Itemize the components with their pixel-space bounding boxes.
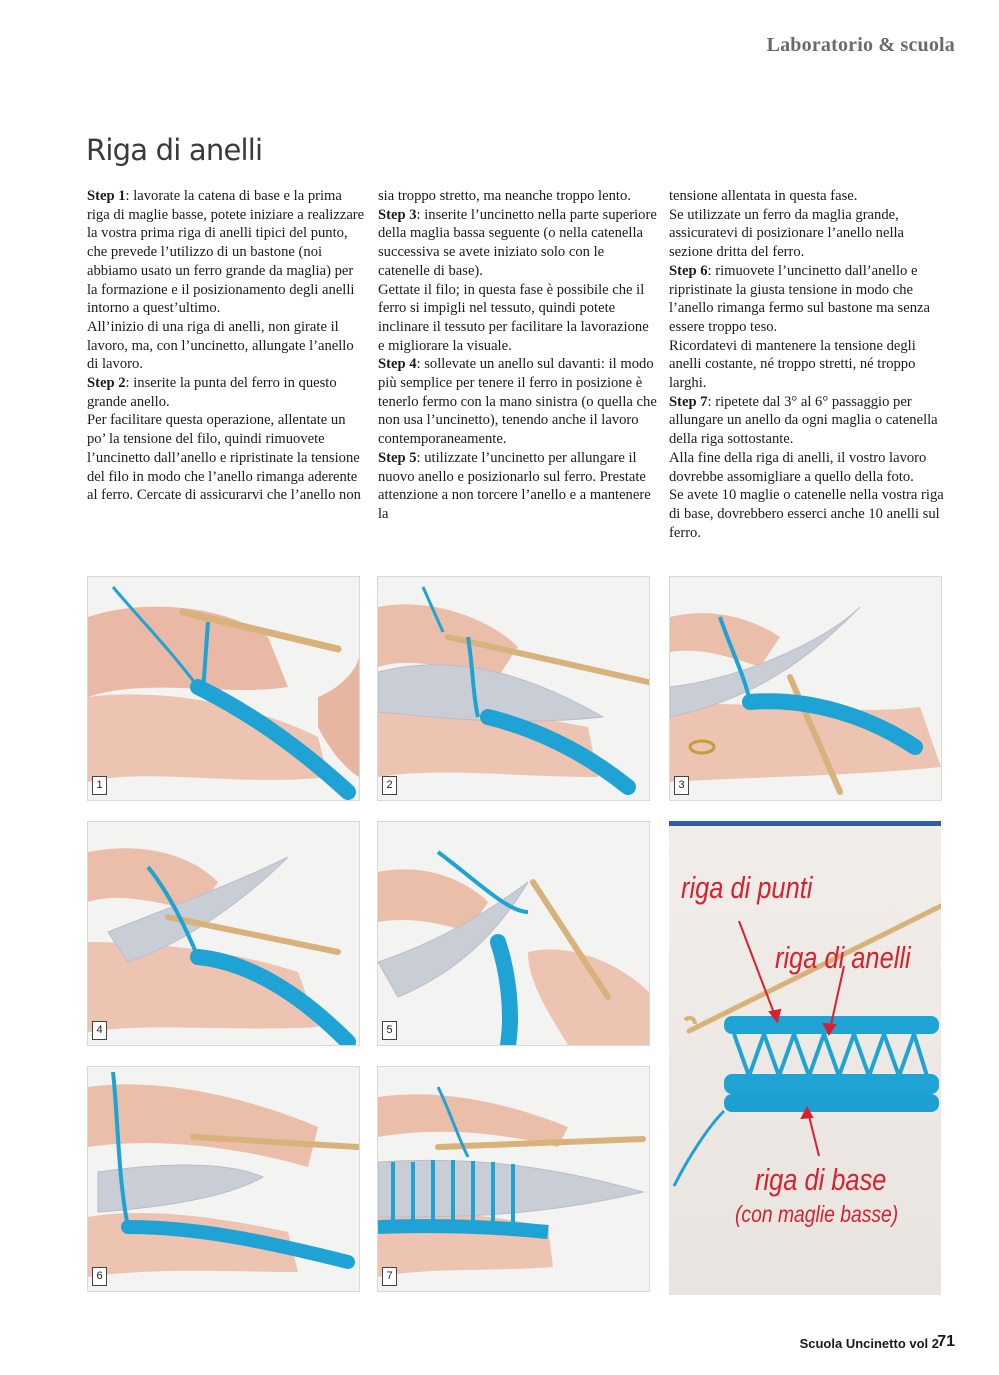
step-photo-5 xyxy=(377,821,650,1046)
paragraph-text: : inserite la punta del ferro in questo grande anello. xyxy=(87,375,337,410)
step-number-badge: 7 xyxy=(382,1267,397,1286)
step-label: Step 5 xyxy=(378,449,417,466)
step-photo-6 xyxy=(87,1066,360,1292)
step-number-badge: 1 xyxy=(92,776,107,795)
step-label: Step 1 xyxy=(87,188,126,204)
photo7-illustration xyxy=(378,1067,649,1291)
paragraph-text: : utilizzate l’uncinetto per allungare il nuovo anello e posizionarlo sul ferro. Prestate attenzione a non torcere l’anello e a mantenere la xyxy=(378,449,651,522)
page-title: Riga di anelli xyxy=(86,133,263,167)
annotation-loop-row: riga di anelli xyxy=(775,940,911,975)
paragraph-text: Se utilizzate un ferro da maglia grande, assicuratevi di posizionare l’anello nella sezione dritta del ferro. xyxy=(669,206,905,261)
paragraph xyxy=(87,411,367,505)
paragraph-text: : lavorate la catena di base e la prima riga di maglie basse, potete iniziare a realizzare la vostra prima riga di anelli tipici del punto, che prevede l’utilizzo di un bastone (noi abbiamo usato un ferro grande da maglia) per la formazione e il posizionamento degli anelli intorno a quest’ultimo. xyxy=(87,188,365,317)
annotation-base-row-subtitle: (con maglie basse) xyxy=(735,1201,899,1227)
paragraph xyxy=(669,337,949,393)
paragraph-text: : ripetete dal 3° al 6° passaggio per allungare un anello da ogni maglia o catenella della riga sottostante. xyxy=(669,393,938,448)
paragraph xyxy=(378,187,658,206)
text-column-3 xyxy=(669,187,949,542)
paragraph-text: sia troppo stretto, ma neanche troppo lento. xyxy=(378,188,631,204)
paragraph xyxy=(669,187,949,206)
paragraph xyxy=(378,281,658,356)
paragraph xyxy=(378,206,658,281)
paragraph-text: tensione allentata in questa fase. xyxy=(669,188,858,204)
step-number-badge: 2 xyxy=(382,776,397,795)
paragraph xyxy=(669,393,949,449)
step-number-badge: 3 xyxy=(674,776,689,795)
photo1-illustration xyxy=(88,577,359,800)
paragraph xyxy=(87,374,367,411)
photo2-illustration xyxy=(378,577,649,800)
annotation-base-row: riga di base xyxy=(755,1162,887,1197)
paragraph-text: : sollevate un anello sul davanti: il modo più semplice per tenere il ferro in posizione è tenerlo fermo con la mano sinistra (o quella che non usa l’uncinetto), tenendo anche il lavoro contemporaneamente. xyxy=(378,356,657,448)
step-label: Step 6 xyxy=(669,262,708,279)
step-photo-7 xyxy=(377,1066,650,1292)
paragraph-text: All’inizio di una riga di anelli, non girate il lavoro, ma, con l’uncinetto, allungate l’anello di lavoro. xyxy=(87,318,354,373)
step-label: Step 2 xyxy=(87,375,126,392)
paragraph-text: Gettate il filo; in questa fase è possibile che il ferro si impigli nel tessuto, quindi potete inclinare il tessuto per facilitare la lavorazione e migliorare la visuale. xyxy=(378,281,649,354)
step-photo-3 xyxy=(669,576,942,801)
text-column-1 xyxy=(87,187,367,505)
step-number-badge: 5 xyxy=(382,1021,397,1040)
paragraph xyxy=(87,318,367,374)
photo3-illustration xyxy=(670,577,941,800)
step-photo-1 xyxy=(87,576,360,801)
annotated-result-photo xyxy=(669,821,941,1295)
annotation-stitch-row: riga di punti xyxy=(681,870,813,905)
page-number: 71 xyxy=(937,1333,955,1350)
step-number-badge: 6 xyxy=(92,1267,107,1286)
paragraph-text: Alla fine della riga di anelli, il vostro lavoro dovrebbe assomigliare a quello della foto. xyxy=(669,449,927,485)
step-photo-4 xyxy=(87,821,360,1046)
paragraph-text: Ricordatevi di mantenere la tensione degli anelli costante, né troppo stretti, né troppo larghi. xyxy=(669,337,916,392)
photo5-illustration xyxy=(378,822,649,1045)
paragraph xyxy=(669,449,949,486)
paragraph xyxy=(378,355,658,449)
text-column-2 xyxy=(378,187,658,524)
step-label: Step 7 xyxy=(669,393,708,410)
photo6-illustration xyxy=(88,1067,359,1291)
step-label: Step 4 xyxy=(378,356,417,373)
step-label: Step 3 xyxy=(378,206,417,223)
paragraph xyxy=(669,486,949,542)
paragraph xyxy=(669,262,949,337)
paragraph-text: : rimuovete l’uncinetto dall’anello e ripristinate la giusta tensione in modo che l’anello rimanga fermo sul bastone ma senza essere troppo teso. xyxy=(669,262,930,335)
paragraph-text: : inserite l’uncinetto nella parte superiore della maglia bassa seguente (o nella catenella successiva se avete iniziato solo con le catenelle di base). xyxy=(378,206,657,279)
paragraph-text: Se avete 10 maglie o catenelle nella vostra riga di base, dovrebbero esserci anche 10 anelli sul ferro. xyxy=(669,487,944,541)
paragraph xyxy=(669,206,949,262)
paragraph xyxy=(87,187,367,318)
step-photo-2 xyxy=(377,576,650,801)
step-number-badge: 4 xyxy=(92,1021,107,1040)
footer-series: Scuola Uncinetto vol 2 xyxy=(799,1336,939,1351)
paragraph xyxy=(378,449,658,524)
photo4-illustration xyxy=(88,822,359,1045)
section-header: Laboratorio & scuola xyxy=(766,34,955,56)
paragraph-text: Per facilitare questa operazione, allentate un po’ la tensione del filo, quindi rimuovete l’uncinetto dall’anello e ripristinate la tensione del filo in modo che l’anello rimanga aderente al ferro. Cercate di assicurarvi che l’anello non xyxy=(87,412,361,504)
